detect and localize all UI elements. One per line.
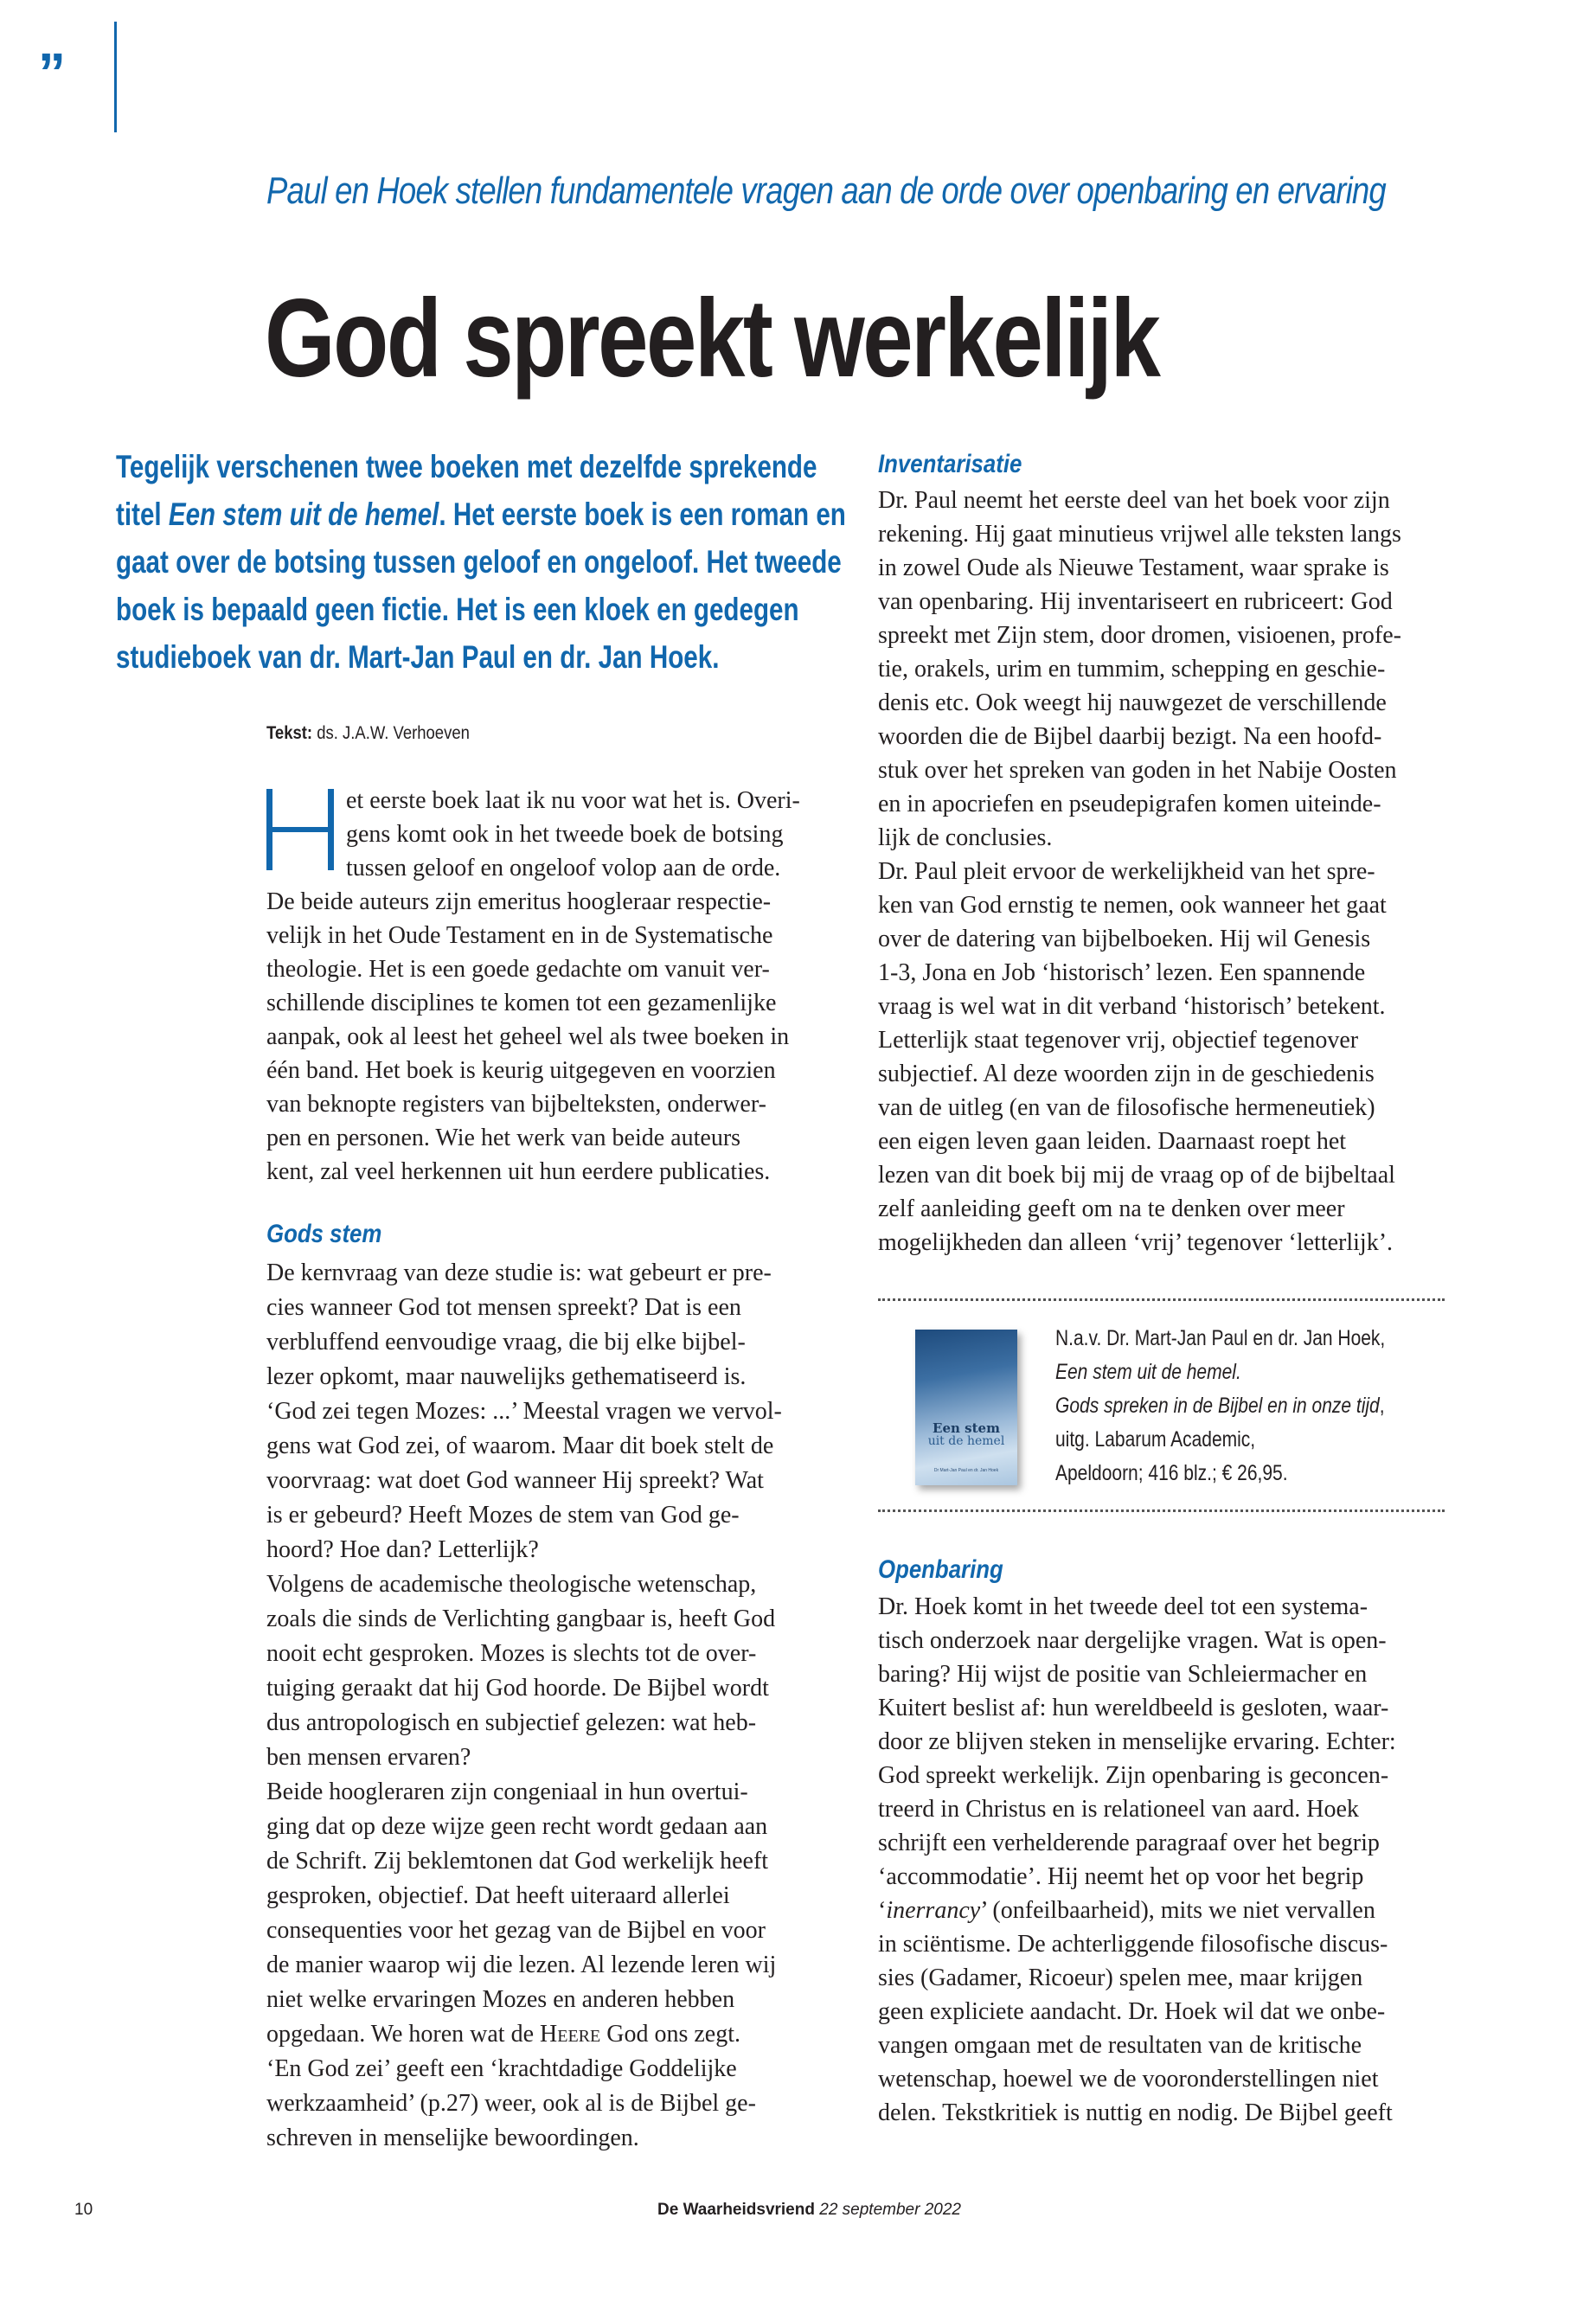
text-line: zoals die sinds de Verlichting gangbaar is, heeft God — [266, 1606, 776, 1632]
text-line: boek is bepaald geen fictie. Het is een kloek en gedegen — [116, 592, 799, 627]
text-segment: . Het eerste boek is een roman en — [439, 497, 846, 532]
text-line: over de datering van bijbelboeken. Hij wil Genesis — [878, 926, 1371, 952]
dotted-divider-bottom — [878, 1509, 1445, 1512]
text-line — [116, 490, 877, 538]
text-line: schillende disciplines te komen tot een gezamenlijke — [266, 990, 777, 1016]
text-line: ‘God zei tegen Mozes: ...’ Meestal vragen we vervol- — [266, 1398, 782, 1425]
text-line: voorvraag: wat doet God wanneer Hij spreekt? Wat — [266, 1467, 764, 1494]
text-line: theologie. Het is een goede gedachte om vanuit ver- — [266, 956, 770, 983]
article-subtitle: Paul en Hoek stellen fundamentele vragen aan de orde over openbaring en ervaring — [266, 170, 1386, 212]
intro-paragraph — [266, 784, 800, 1189]
section-divider — [114, 22, 117, 132]
text-line: kent, zal veel herkennen uit hun eerdere publicaties. — [266, 1158, 771, 1185]
text-line: gens wat God zei, of waarom. Maar dit boek stelt de — [266, 1433, 774, 1459]
text-line: dus antropologisch en subjectief gelezen: wat heb- — [266, 1709, 757, 1736]
text-line: vraag is wel wat in dit verband ‘historisch’ betekent. — [878, 993, 1386, 1020]
text-line: God spreekt werkelijk. Zijn openbaring is geconcen- — [878, 1762, 1389, 1789]
text-line — [1055, 1389, 1385, 1423]
text-segment: God ons zegt. — [600, 2021, 740, 2048]
section-body-inventarisatie — [878, 484, 1401, 1259]
text-line: mogelijkheden dan alleen ‘vrij’ tegenover ‘letterlijk’. — [878, 1229, 1394, 1256]
text-line: zelf aanleiding geeft om na te denken over meer — [878, 1195, 1345, 1222]
text-line: Volgens de academische theologische wetenschap, — [266, 1571, 757, 1598]
text-line: verbluffend eenvoudige vraag, die bij elke bijbel- — [266, 1329, 746, 1356]
text-line: rekening. Hij gaat minutieus vrijwel alle teksten langs — [878, 521, 1401, 548]
text-line: Dr. Paul neemt het eerste deel van het boek voor zijn — [878, 487, 1390, 514]
text-line: ‘En God zei’ geeft een ‘krachtdadige Goddelijke — [266, 2055, 737, 2082]
text-line: De beide auteurs zijn emeritus hoogleraar respectie- — [266, 888, 772, 915]
publication-name: De Waarheidsvriend — [657, 2201, 815, 2219]
byline-label: Tekst: — [266, 723, 313, 743]
text-line: Tegelijk verschenen twee boeken met dezelfde sprekende — [116, 449, 817, 484]
text-line: woorden die de Bijbel daarbij bezigt. Na een hoofd- — [878, 723, 1382, 750]
text-line: baring? Hij wijst de positie van Schleiermacher en — [878, 1661, 1368, 1688]
text-line: et eerste boek laat ik nu voor wat het is. Overi- — [346, 787, 800, 814]
text-line: gesproken, objectief. Dat heeft uiteraard allerlei — [266, 1882, 730, 1909]
text-line: sies (Gadamer, Ricoeur) spelen mee, maar krijgen — [878, 1965, 1363, 1991]
byline — [266, 723, 470, 744]
text-line: studieboek van dr. Mart-Jan Paul en dr. Jan Hoek. — [116, 639, 720, 675]
text-line: ging dat op deze wijze geen recht wordt gedaan aan — [266, 1813, 768, 1840]
text-line: in zowel Oude als Nieuwe Testament, waar sprake is — [878, 554, 1389, 581]
text-segment: Een stem uit de hemel — [168, 497, 439, 532]
text-line: velijk in het Oude Testament en in de Systematische — [266, 922, 773, 949]
text-line: Apeldoorn; 416 blz.; € 26,95. — [1055, 1461, 1288, 1485]
text-line: lezer opkomt, maar nauwelijks gethematiseerd is. — [266, 1363, 747, 1390]
text-line: Kuitert beslist af: hun wereldbeeld is gesloten, waar- — [878, 1695, 1389, 1721]
text-line: de Schrift. Zij beklemtonen dat God werkelijk heeft — [266, 1848, 769, 1875]
text-line: pen en personen. Wie het werk van beide auteurs — [266, 1125, 741, 1151]
article-title: God spreekt werkelijk — [265, 277, 1159, 401]
text-line: hoord? Hoe dan? Letterlijk? — [266, 1536, 539, 1563]
text-line: aanpak, ook al leest het geheel wel als twee boeken in — [266, 1023, 790, 1050]
text-line: consequenties voor het gezag van de Bijbel en voor — [266, 1917, 766, 1944]
text-line: wetenschap, hoewel we de vooronderstellingen niet — [878, 2066, 1379, 2093]
text-line: uitg. Labarum Academic, — [1055, 1427, 1256, 1452]
text-line: van beknopte registers van bijbelteksten, onderwer- — [266, 1091, 766, 1118]
text-line: Dr. Hoek komt in het tweede deel tot een systema- — [878, 1593, 1368, 1620]
text-line: ben mensen ervaren? — [266, 1744, 471, 1771]
text-line: De kernvraag van deze studie is: wat gebeurt er pre- — [266, 1259, 772, 1286]
text-line: delen. Tekstkritiek is nuttig en nodig. De Bijbel geeft — [878, 2099, 1393, 2126]
text-line: tie, orakels, urim en tummim, schepping en geschie- — [878, 656, 1386, 683]
text-line: schrijft een verhelderende paragraaf over het begrip — [878, 1830, 1380, 1856]
text-line: Letterlijk staat tegenover vrij, objectief tegenover — [878, 1027, 1359, 1054]
quote-icon: ” — [38, 42, 66, 104]
section-body-openbaring — [878, 1590, 1396, 2130]
text-line: spreekt met Zijn stem, door dromen, visioenen, profe- — [878, 622, 1401, 649]
text-line: van de uitleg (en van de filosofische hermeneutiek) — [878, 1094, 1375, 1121]
text-line — [266, 2017, 782, 2052]
text-line: gens komt ook in het tweede boek de botsing — [346, 821, 784, 848]
text-segment: opgedaan. We horen wat de — [266, 2021, 540, 2048]
text-line: subjectief. Al deze woorden zijn in de geschiedenis — [878, 1061, 1375, 1087]
text-line: lezen van dit boek bij mij de vraag op of de bijbeltaal — [878, 1162, 1395, 1189]
text-line: gaat over de botsing tussen geloof en ongeloof. Het tweede — [116, 544, 842, 580]
text-line: treerd in Christus en is relationeel van aard. Hoek — [878, 1796, 1359, 1823]
text-line: stuk over het spreken van goden in het Nabije Oosten — [878, 757, 1397, 784]
text-segment: inerrancy — [886, 1897, 981, 1924]
section-heading-openbaring: Openbaring — [878, 1555, 1003, 1584]
text-segment: Gods spreken in de Bijbel en in onze tijd — [1055, 1394, 1380, 1418]
text-line: ‘accommodatie’. Hij neemt het op voor het begrip — [878, 1863, 1364, 1890]
text-line: Beide hoogleraren zijn congeniaal in hun overtui- — [266, 1779, 748, 1805]
text-segment: , — [1379, 1394, 1385, 1418]
book-info — [1055, 1322, 1448, 1490]
text-line — [878, 1894, 1396, 1927]
text-line: niet welke ervaringen Mozes en anderen hebben — [266, 1986, 735, 2013]
text-line: lijk de conclusies. — [878, 824, 1053, 851]
text-line: is er gebeurd? Heeft Mozes de stem van God ge- — [266, 1502, 740, 1529]
cover-authors: Dr Mart-Jan Paul en dr. Jan Hoek — [933, 1468, 999, 1473]
text-segment: ‘ — [878, 1897, 887, 1924]
section-heading-gods-stem: Gods stem — [266, 1220, 382, 1248]
text-line: ken van God ernstig te nemen, ook wanneer het gaat — [878, 892, 1387, 919]
text-line: denis etc. Ook weegt hij nauwgezet de verschillende — [878, 689, 1387, 716]
text-segment: ’ (onfeilbaarheid), mits we niet vervallen — [980, 1897, 1375, 1924]
dotted-divider-top — [878, 1298, 1445, 1301]
text-line: Dr. Paul pleit ervoor de werkelijkheid van het spre- — [878, 858, 1375, 885]
text-line: schreven in menselijke bewoordingen. — [266, 2125, 639, 2151]
text-segment: titel — [116, 497, 169, 532]
text-line: geen expliciete aandacht. Dr. Hoek wil dat we onbe- — [878, 1998, 1386, 2025]
cover-title-1: Een stem — [933, 1420, 1000, 1436]
text-line: één band. Het boek is keurig uitgegeven en voorzien — [266, 1057, 776, 1084]
text-line — [1055, 1356, 1385, 1389]
page-number: 10 — [74, 2201, 93, 2219]
footer-publication — [657, 2201, 961, 2220]
text-line: cies wanneer God tot mensen spreekt? Dat is een — [266, 1294, 741, 1321]
cover-title-2: uit de hemel — [927, 1434, 1005, 1448]
byline-author: ds. J.A.W. Verhoeven — [317, 723, 470, 743]
text-line: een eigen leven gaan leiden. Daarnaast roept het — [878, 1128, 1347, 1155]
text-line: de manier waarop wij die lezen. Al lezende leren wij — [266, 1952, 777, 1978]
publication-date: 22 september 2022 — [819, 2201, 961, 2219]
text-segment: Een stem uit de hemel. — [1055, 1360, 1241, 1384]
text-line: werkzaamheid’ (p.27) weer, ook al is de Bijbel ge- — [266, 2090, 756, 2117]
section-heading-inventarisatie: Inventarisatie — [878, 450, 1022, 478]
section-body-gods-stem — [266, 1256, 782, 2156]
text-line: en in apocriefen en pseudepigrafen komen uiteinde- — [878, 791, 1381, 817]
text-line: N.a.v. Dr. Mart-Jan Paul en dr. Jan Hoek, — [1055, 1326, 1386, 1350]
text-line: tussen geloof en ongeloof volop aan de orde. — [346, 855, 781, 881]
text-line: 1-3, Jona en Job ‘historisch’ lezen. Een spannende — [878, 959, 1366, 986]
book-cover-image — [915, 1330, 1017, 1485]
text-line: tisch onderzoek naar dergelijke vragen. Wat is open- — [878, 1627, 1387, 1654]
text-line: in sciëntisme. De achterliggende filosofische discus- — [878, 1931, 1388, 1958]
text-line: van openbaring. Hij inventariseert en rubriceert: God — [878, 588, 1393, 615]
text-line: door ze blijven steken in menselijke ervaring. Echter: — [878, 1728, 1396, 1755]
text-segment: Heere — [540, 2021, 601, 2048]
text-line: vangen omgaan met de resultaten van de kritische — [878, 2032, 1362, 2059]
text-line: tuiging geraakt dat hij God hoorde. De Bijbel wordt — [266, 1675, 769, 1702]
text-line: nooit echt gesproken. Mozes is slechts tot de over- — [266, 1640, 757, 1667]
